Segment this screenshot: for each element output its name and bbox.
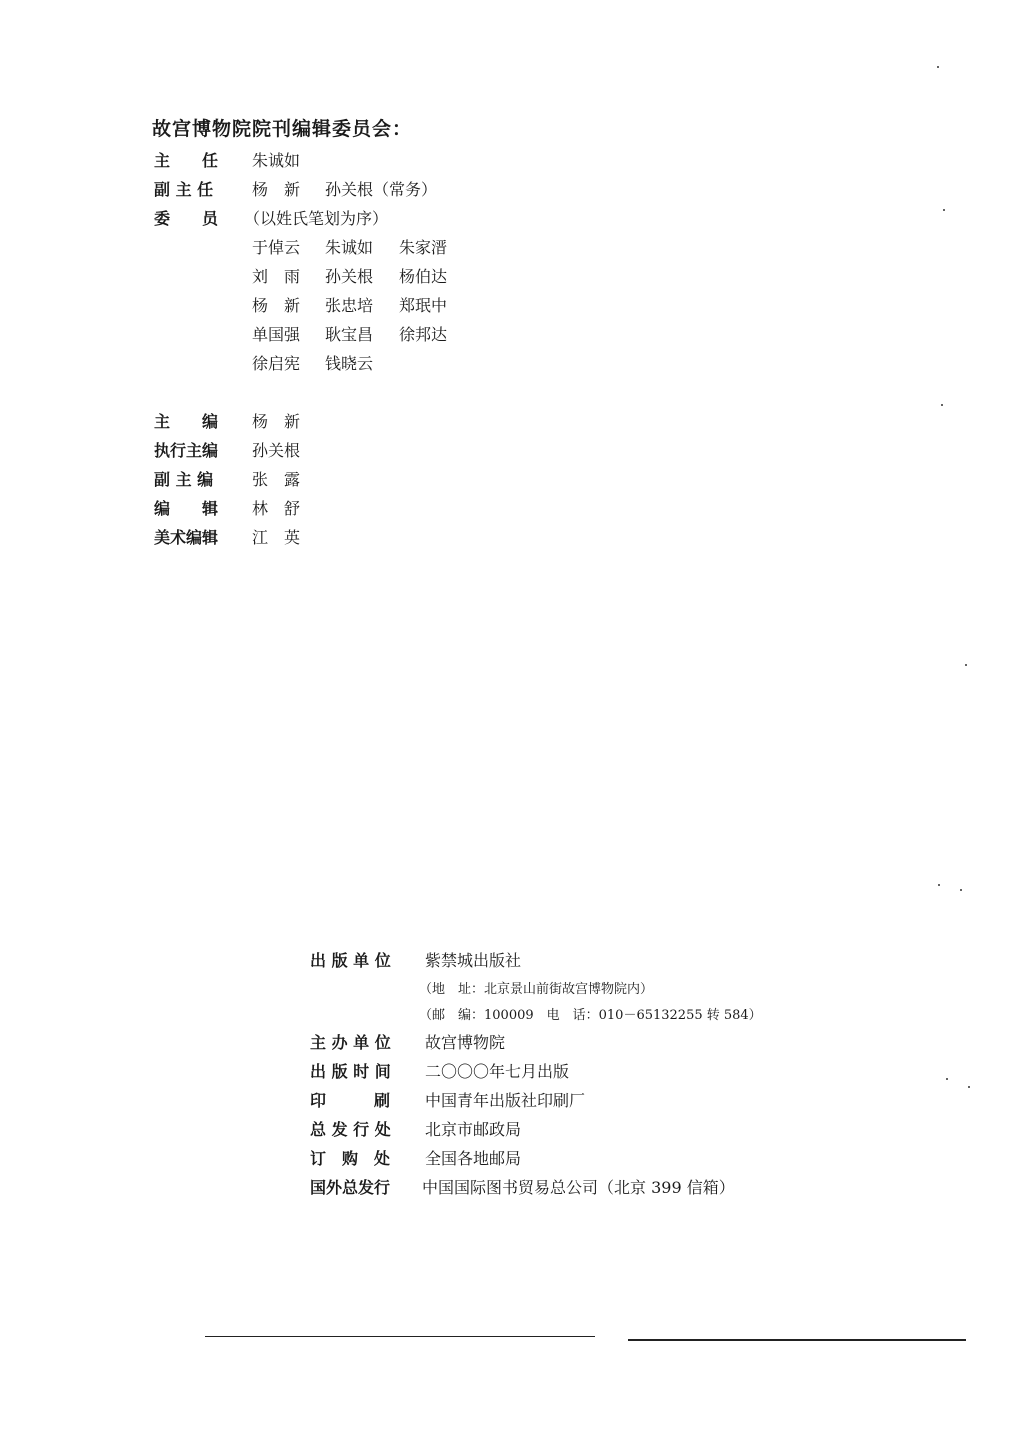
overseas-value: 中国国际图书贸易总公司（北京 399 信箱） — [422, 1178, 735, 1197]
editor-label: 美术编辑 — [154, 528, 219, 547]
members-label: 委 员 — [154, 209, 219, 228]
sponsor-value: 故宫博物院 — [425, 1033, 506, 1052]
member-name: 耿宝昌 — [325, 325, 374, 344]
distributor-label: 总 发 行 处 — [310, 1120, 391, 1139]
editor-label: 执行主编 — [154, 441, 219, 460]
committee-heading: 故宫博物院院刊编辑委员会： — [152, 118, 413, 140]
overseas-label: 国外总发行 — [310, 1178, 391, 1197]
publisher-value: 紫禁城出版社 — [425, 951, 522, 970]
printer-label: 印 刷 — [310, 1091, 391, 1110]
date-value: 二〇〇〇年七月出版 — [425, 1062, 570, 1081]
member-name: 杨 新 — [252, 296, 301, 315]
member-name: 张忠培 — [325, 296, 374, 315]
director-label: 主 任 — [154, 151, 219, 170]
member-name: 单国强 — [252, 325, 301, 344]
distributor-value: 北京市邮政局 — [425, 1120, 522, 1139]
member-name: 朱家溍 — [399, 238, 448, 257]
bottom-rule-left — [205, 1336, 595, 1337]
scan-speck — [941, 404, 943, 406]
editor-name: 江 英 — [252, 528, 301, 547]
bottom-rule-right — [628, 1339, 966, 1341]
publisher-address: （地 址：北京景山前街故宫博物院内） — [419, 982, 654, 997]
subscribe-label: 订 购 处 — [310, 1149, 391, 1168]
sponsor-label: 主 办 单 位 — [310, 1033, 391, 1052]
scan-speck — [943, 209, 945, 211]
scan-speck — [965, 664, 967, 666]
member-name: 孙关根 — [325, 267, 374, 286]
deputy-name-1: 杨 新 — [252, 180, 301, 199]
scan-speck — [938, 884, 940, 886]
editor-label: 主 编 — [154, 412, 219, 431]
member-name: 刘 雨 — [252, 267, 301, 286]
editor-name: 张 露 — [252, 470, 301, 489]
member-name: 钱晓云 — [325, 354, 374, 373]
editor-label: 副 主 编 — [154, 470, 214, 489]
subscribe-value: 全国各地邮局 — [425, 1149, 522, 1168]
member-name: 于倬云 — [252, 238, 301, 257]
member-name: 徐邦达 — [399, 325, 448, 344]
publisher-postcode: （邮 编：100009 电 话：010－65132255 转 584） — [419, 1008, 762, 1023]
editor-name: 孙关根 — [252, 441, 301, 460]
member-name: 徐启宪 — [252, 354, 301, 373]
deputy-name-2: 孙关根（常务） — [325, 180, 438, 199]
scan-speck — [937, 66, 939, 68]
editor-label: 编 辑 — [154, 499, 219, 518]
members-note: （以姓氏笔划为序） — [244, 209, 389, 228]
scan-speck — [960, 889, 962, 891]
deputy-label: 副 主 任 — [154, 180, 214, 199]
editor-name: 林 舒 — [252, 499, 301, 518]
scan-speck — [946, 1078, 948, 1080]
director-name: 朱诚如 — [252, 151, 301, 170]
member-name: 朱诚如 — [325, 238, 374, 257]
printer-value: 中国青年出版社印刷厂 — [425, 1091, 586, 1110]
member-name: 郑珉中 — [399, 296, 448, 315]
editor-name: 杨 新 — [252, 412, 301, 431]
date-label: 出 版 时 间 — [310, 1062, 391, 1081]
publisher-label: 出 版 单 位 — [310, 951, 391, 970]
member-name: 杨伯达 — [399, 267, 448, 286]
scan-speck — [968, 1086, 970, 1088]
